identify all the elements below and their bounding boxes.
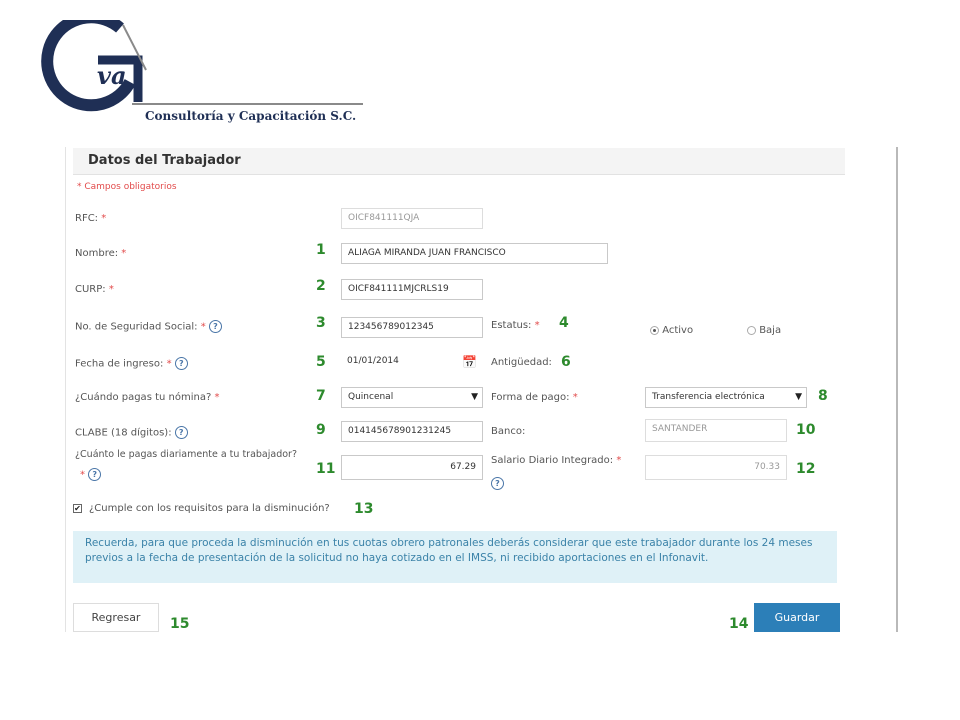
radio-activo[interactable]: Activo [650, 325, 693, 336]
info-notice: Recuerda, para que proceda la disminución en tus cuotas obrero patronales deberás considerar que este trabajador durante los 24 meses previos a la fecha de presentación de la solicitud no haya cotizado en el IMSS, ni recibido aportaciones en el Infonavit. [73, 531, 837, 583]
requisitos-checkbox[interactable]: ✔ [74, 504, 81, 513]
calendar-icon[interactable]: 📅 [462, 355, 477, 369]
marker-3: 3 [316, 315, 326, 331]
help-icon[interactable]: ? [209, 320, 222, 333]
logo-letters: va [97, 61, 127, 90]
salario-diario-input[interactable]: 67.29 [341, 455, 483, 480]
salario-diario-required: * ? [80, 468, 101, 481]
fecha-ingreso-input[interactable]: 01/01/2014 [341, 352, 453, 373]
salario-diario-label: ¿Cuánto le pagas diariamente a tu trabajador? [75, 449, 298, 460]
nombre-label: Nombre: * [75, 248, 127, 259]
antiguedad-label: Antigüedad: [491, 357, 552, 368]
company-logo [28, 20, 368, 120]
salario-integrado-input[interactable]: 70.33 [645, 455, 787, 480]
radio-off-icon[interactable] [747, 326, 756, 335]
marker-10: 10 [796, 422, 816, 438]
banco-label: Banco: [491, 426, 526, 437]
estatus-label: Estatus: * [491, 320, 540, 331]
nss-label: No. de Seguridad Social: * ? [75, 320, 222, 333]
radio-baja[interactable]: Baja [747, 325, 781, 336]
help-icon[interactable]: ? [491, 477, 504, 490]
salario-integrado-label: Salario Diario Integrado: * [491, 455, 622, 466]
marker-13: 13 [354, 501, 374, 517]
save-button[interactable]: Guardar [754, 603, 840, 632]
marker-9: 9 [316, 422, 326, 438]
required-fields-note: * Campos obligatorios [77, 182, 177, 192]
fecha-ingreso-label: Fecha de ingreso: * ? [75, 357, 188, 370]
marker-8: 8 [818, 388, 828, 404]
marker-11: 11 [316, 461, 336, 477]
panel-title: Datos del Trabajador [88, 153, 241, 168]
forma-pago-select[interactable]: Transferencia electrónica ▼ [645, 387, 807, 408]
clabe-label: CLABE (18 dígitos): ? [75, 426, 188, 439]
company-name: Consultoría y Capacitación S.C. [145, 109, 357, 123]
help-icon[interactable]: ? [175, 426, 188, 439]
rfc-input[interactable]: OICF841111QJA [341, 208, 483, 229]
banco-input[interactable]: SANTANDER [645, 419, 787, 442]
back-button[interactable]: Regresar [73, 603, 159, 632]
scroll-divider [896, 147, 898, 632]
marker-7: 7 [316, 388, 326, 404]
nomina-label: ¿Cuándo pagas tu nómina? * [75, 392, 220, 403]
marker-5: 5 [316, 354, 326, 370]
help-icon[interactable]: ? [88, 468, 101, 481]
curp-label: CURP: * [75, 284, 114, 295]
radio-on-icon[interactable] [650, 326, 659, 335]
marker-12: 12 [796, 461, 816, 477]
caret-down-icon[interactable]: ▼ [471, 392, 478, 402]
marker-14: 14 [729, 616, 749, 632]
forma-pago-label: Forma de pago: * [491, 392, 578, 403]
nss-input[interactable]: 123456789012345 [341, 317, 483, 338]
caret-down-icon[interactable]: ▼ [795, 392, 802, 402]
marker-6: 6 [561, 354, 571, 370]
marker-15: 15 [170, 616, 190, 632]
nomina-select[interactable]: Quincenal ▼ [341, 387, 483, 408]
requisitos-label: ¿Cumple con los requisitos para la disminución? [89, 503, 330, 514]
rfc-label: RFC: * [75, 213, 107, 224]
nombre-input[interactable]: ALIAGA MIRANDA JUAN FRANCISCO [341, 243, 608, 264]
marker-1: 1 [316, 242, 326, 258]
marker-4: 4 [559, 315, 569, 331]
curp-input[interactable]: OICF841111MJCRLS19 [341, 279, 483, 300]
clabe-input[interactable]: 014145678901231245 [341, 421, 483, 442]
marker-2: 2 [316, 278, 326, 294]
help-icon[interactable]: ? [175, 357, 188, 370]
